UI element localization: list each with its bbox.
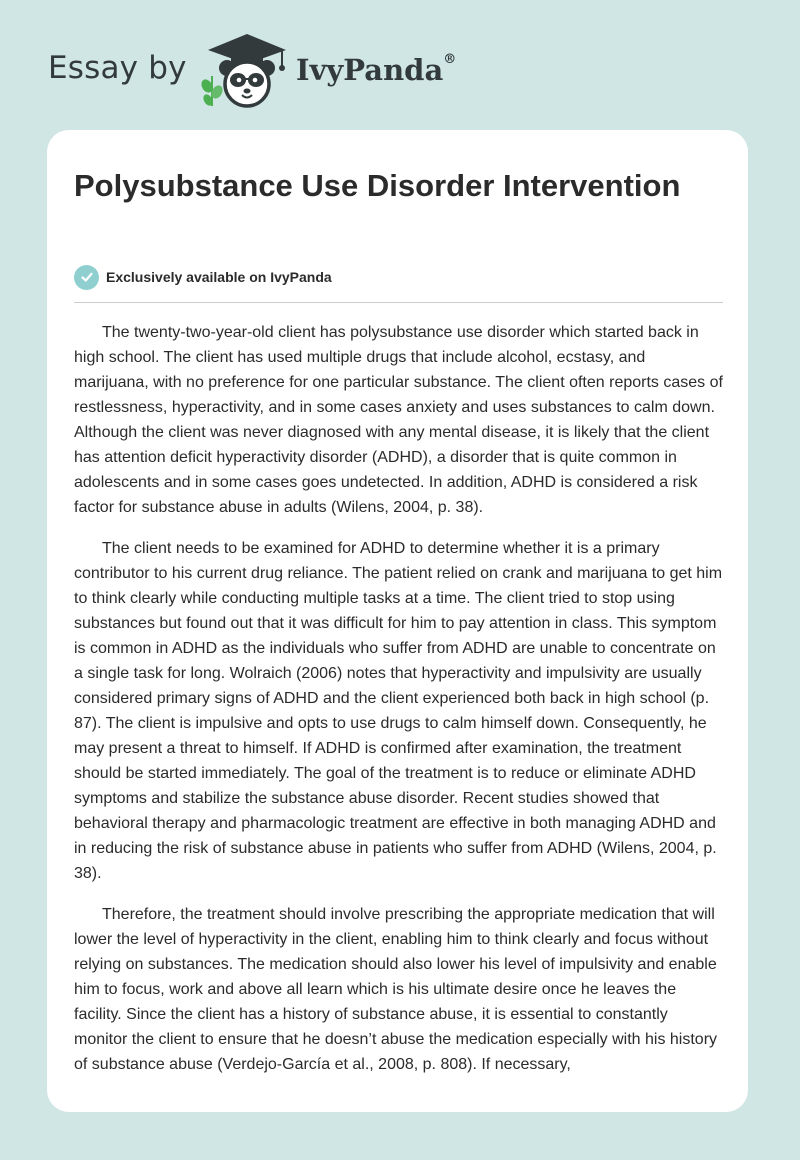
- paragraph: The client needs to be examined for ADHD to determine whether it is a primary contributor to his current drug reliance. The patient relied on crank and marijuana to get him to think clearly while conducting multiple tasks at a time. The client tried to stop using substances but found out that it was difficult for him to pay attention in class. This symptom is common in ADHD as the individuals who suffer from ADHD are unable to concentrate on a single task for long. Wolraich (2006) notes that hyperactivity and impulsivity are usually considered primary signs of ADHD and the client experienced both back in high school (p. 87). The client is impulsive and opts to use drugs to calm himself down. Consequently, he may present a threat to himself. If ADHD is confirmed after examination, the treatment should be started immediately. The goal of the treatment is to reduce or eliminate ADHD symptoms and stabilize the substance abuse disorder. Recent studies showed that behavioral therapy and pharmacologic treatment are effective in both managing ADHD and in reducing the risk of substance abuse in patients who suffer from ADHD (Wilens, 2004, p. 38).: [74, 540, 723, 882]
- badge-text: Exclusively available on IvyPanda: [106, 269, 332, 285]
- paragraph: Therefore, the treatment should involve prescribing the appropriate medication that will lower the level of hyperactivity in the client, enabling him to think clearly and focus without relying on substances. The medication should also lower his level of impulsivity and enable him to focus, work and above all learn which is his ultimate desire once he leaves the facility. Since the client has a history of substance abuse, it is essential to constantly monitor the client to ensure that he doesn’t abuse the medication especially with his history of substance abuse (Verdejo-García et al., 2008, p. 808). If necessary,: [74, 906, 718, 1073]
- essay-body: [74, 320, 724, 1093]
- essay-title: Polysubstance Use Disorder Intervention: [74, 168, 681, 203]
- essay-card: [47, 130, 748, 1112]
- check-icon: [74, 265, 99, 290]
- paragraph: The twenty-two-year-old client has polysubstance use disorder which started back in high school. The client has used multiple drugs that include alcohol, ecstasy, and marijuana, with no preference for one particular substance. The client often reports cases of restlessness, hyperactivity, and in some cases anxiety and uses substances to calm down. Although the client was never diagnosed with any mental disease, it is likely that the client has attention deficit hyperactivity disorder (ADHD), a disorder that is quite common in adolescents and in some cases goes undetected. In addition, ADHD is considered a risk factor for substance abuse in adults (Wilens, 2004, p. 38).: [74, 324, 723, 516]
- brand-name: IvyPanda®: [296, 52, 457, 87]
- site-header: [0, 0, 800, 130]
- brand-prefix: Essay by: [48, 50, 187, 86]
- divider: [74, 302, 723, 303]
- panda-graduate-icon: [198, 30, 296, 110]
- exclusive-badge: [74, 264, 332, 290]
